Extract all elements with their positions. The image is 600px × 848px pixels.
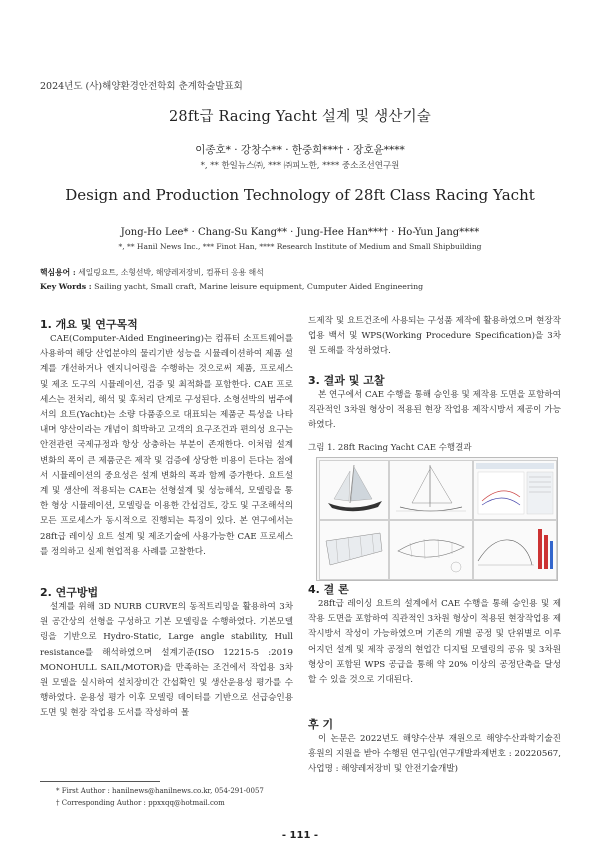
footnote-first-author: * First Author : hanilnews@hanilnews.co.kr, 054-291-0057 [56, 787, 264, 795]
section-4-body [308, 597, 561, 688]
section-2-title: 2. 연구방법 [40, 586, 99, 599]
section-2-continued [308, 314, 561, 360]
acknowledgement-title: 후 기 [308, 718, 334, 731]
section-1-title: 1. 개요 및 연구목적 [40, 318, 138, 331]
section-4-title: 4. 결 론 [308, 583, 349, 596]
authors-korean: 이종호* · 강창수** · 한중희***† · 장호윤**** [195, 144, 405, 156]
footnote-corresponding-author: † Corresponding Author : ppxxqq@hotmail.com [56, 799, 225, 807]
affiliation-english: *, ** Hanil News Inc., *** Finot Han, **** Research Institute of Medium and Small Shipbuilding [118, 242, 482, 251]
section-2-paragraph: 설계를 위해 3D NURB CURVE의 동적트리밍을 활용하여 3차원 공간상의 선형을 구성하고 기본 모델링을 수행하였다. 기본모델링을 기반으로 Hydro-Static, Large angle stability, Hull resistance를 해석하였으며 설계기준(ISO 12215-5 :2019 MONOHULL SAIL/MOTOR)을 만족하는 조건에서 작업용 3차원 모델을 실시하여 설치장비간 간섭확인 및 생산운용성 평가를 수행하였다. 운용성 평가 이후 모델링 데이터를 기반으로 선급승인용 도면 및 현장 작업용 도서를 작성하여 몰 [40, 602, 293, 719]
page-number: - 111 - [281, 830, 319, 841]
figure-caption: 그림 1. 28ft Racing Yacht CAE 수행결과 [308, 443, 472, 453]
title-korean: 28ft급 Racing Yacht 설계 및 생산기술 [169, 109, 431, 125]
analysis-screen-panel [473, 460, 557, 520]
keywords-english-label: Key Words : [40, 282, 92, 291]
figure-cae-results [316, 457, 558, 581]
affiliation-korean: *, ** 한일뉴스㈜, *** ㈜피노한, **** 중소조선연구원 [200, 161, 400, 171]
section-2-body [40, 600, 293, 722]
section-1-body [40, 332, 293, 560]
keywords-korean-text: 세일링요트, 소형선박, 해양레저장비, 컴퓨터 응용 해석 [78, 268, 264, 277]
acknowledgement-body [308, 732, 561, 778]
section-3-title: 3. 결과 및 고찰 [308, 374, 385, 387]
structure-drawing-panel [389, 520, 473, 580]
authors-english: Jong-Ho Lee* · Chang-Su Kang** · Jung-Hee Han***† · Ho-Yun Jang**** [120, 227, 480, 238]
title-english: Design and Production Technology of 28ft Class Racing Yacht [65, 186, 535, 204]
keywords-english [40, 282, 423, 291]
conference-header: 2024년도 (사)해양환경안전학회 춘계학술발표회 [40, 81, 243, 92]
keywords-english-text: Sailing yacht, Small craft, Marine leisure equipment, Cumputer Aided Engineering [94, 282, 424, 291]
stability-plot-panel [473, 520, 557, 580]
section-4-paragraph: 28ft급 레이싱 요트의 설계에서 CAE 수행을 통해 승인용 및 제작용 도면을 포함하여 직관적인 3차원 형상이 적용된 현장작업용 제작시방서 작성이 가능하였으며 기존의 개별 공정 및 단위별로 이루어지던 설계 및 제작 공정의 현업간 디지털 모델링의 공유 및 3차원 형상이 포함된 WPS 공급을 통해 약 20% 이상의 공정단축을 달성할 수 있을 것으로 기대된다. [308, 599, 561, 686]
keywords-korean [40, 267, 264, 278]
keywords-korean-label: 핵심용어 : [40, 268, 76, 277]
section-3-body [308, 388, 561, 434]
section-1-paragraph: CAE(Computer-Aided Engineering)는 컴퓨터 소프트웨어를 사용하여 해당 산업분야의 물리기반 성능을 시뮬레이션하여 제품 설계를 개선하거나 엔지니어링을 수행하는 것으로써 제품, 프로세스 및 제조 도구의 시뮬레이션, 검증 및 최적화를 포함한다. CAE 프로세스는 전처리, 해석 및 후처리 단계로 구성된다. 소형선박의 범주에서의 요트(Yacht)는 소량 다품종으로 대표되는 제품군 특성을 나타내며 양산이라는 개념이 희박하고 고객의 요구조건과 편의성 요구는 안전관련 국제규정과 항상 상충하는 부분이 존재한다. 이처럼 설계 변화의 폭이 큰 제품군은 제작 및 검증에 상당한 비용이 든다는 점에서 시뮬레이션의 중요성은 설계 변화의 폭과 함께 증가한다. 요트설계 및 생산에 적용되는 CAE는 선형설계 및 성능해석, 모델링을 통한 형상 시뮬레이션, 모델링을 이용한 간섭검토, 강도 및 구조해석의 모든 프로세스가 동시적으로 진행되는 특징이 있다. 본 연구에서는 28ft급 레이싱 요트 설계 및 제조기술에 사용가능한 CAE 프로세스를 정의하고 실제 현업적용 사례를 고찰한다. [40, 334, 293, 557]
acknowledgement-paragraph: 이 논문은 2022년도 해양수산부 재원으로 해양수산과학기술진흥원의 지원을 받아 수행된 연구임(연구개발과제번호 : 20220567, 사업명 : 해양레저장비 및 안전기술개발) [308, 734, 561, 775]
section-3-paragraph: 본 연구에서 CAE 수행을 통해 승인용 및 제작용 도면을 포함하여 직관적인 3차원 형상이 적용된 현장 작업용 제작시방서 제공이 가능하였다. [308, 390, 561, 431]
yacht-render-panel [319, 460, 389, 520]
footnote-divider [40, 781, 160, 782]
section-2-paragraph-continued: 드제작 및 요트건조에 사용되는 구성품 제작에 활용하였으며 현장작업용 백서 및 WPS(Working Procedure Specification)을 3차원 도해를 작성하였다. [308, 316, 561, 357]
rig-drawing-panel [389, 460, 473, 520]
hull-mold-panel [319, 520, 389, 580]
